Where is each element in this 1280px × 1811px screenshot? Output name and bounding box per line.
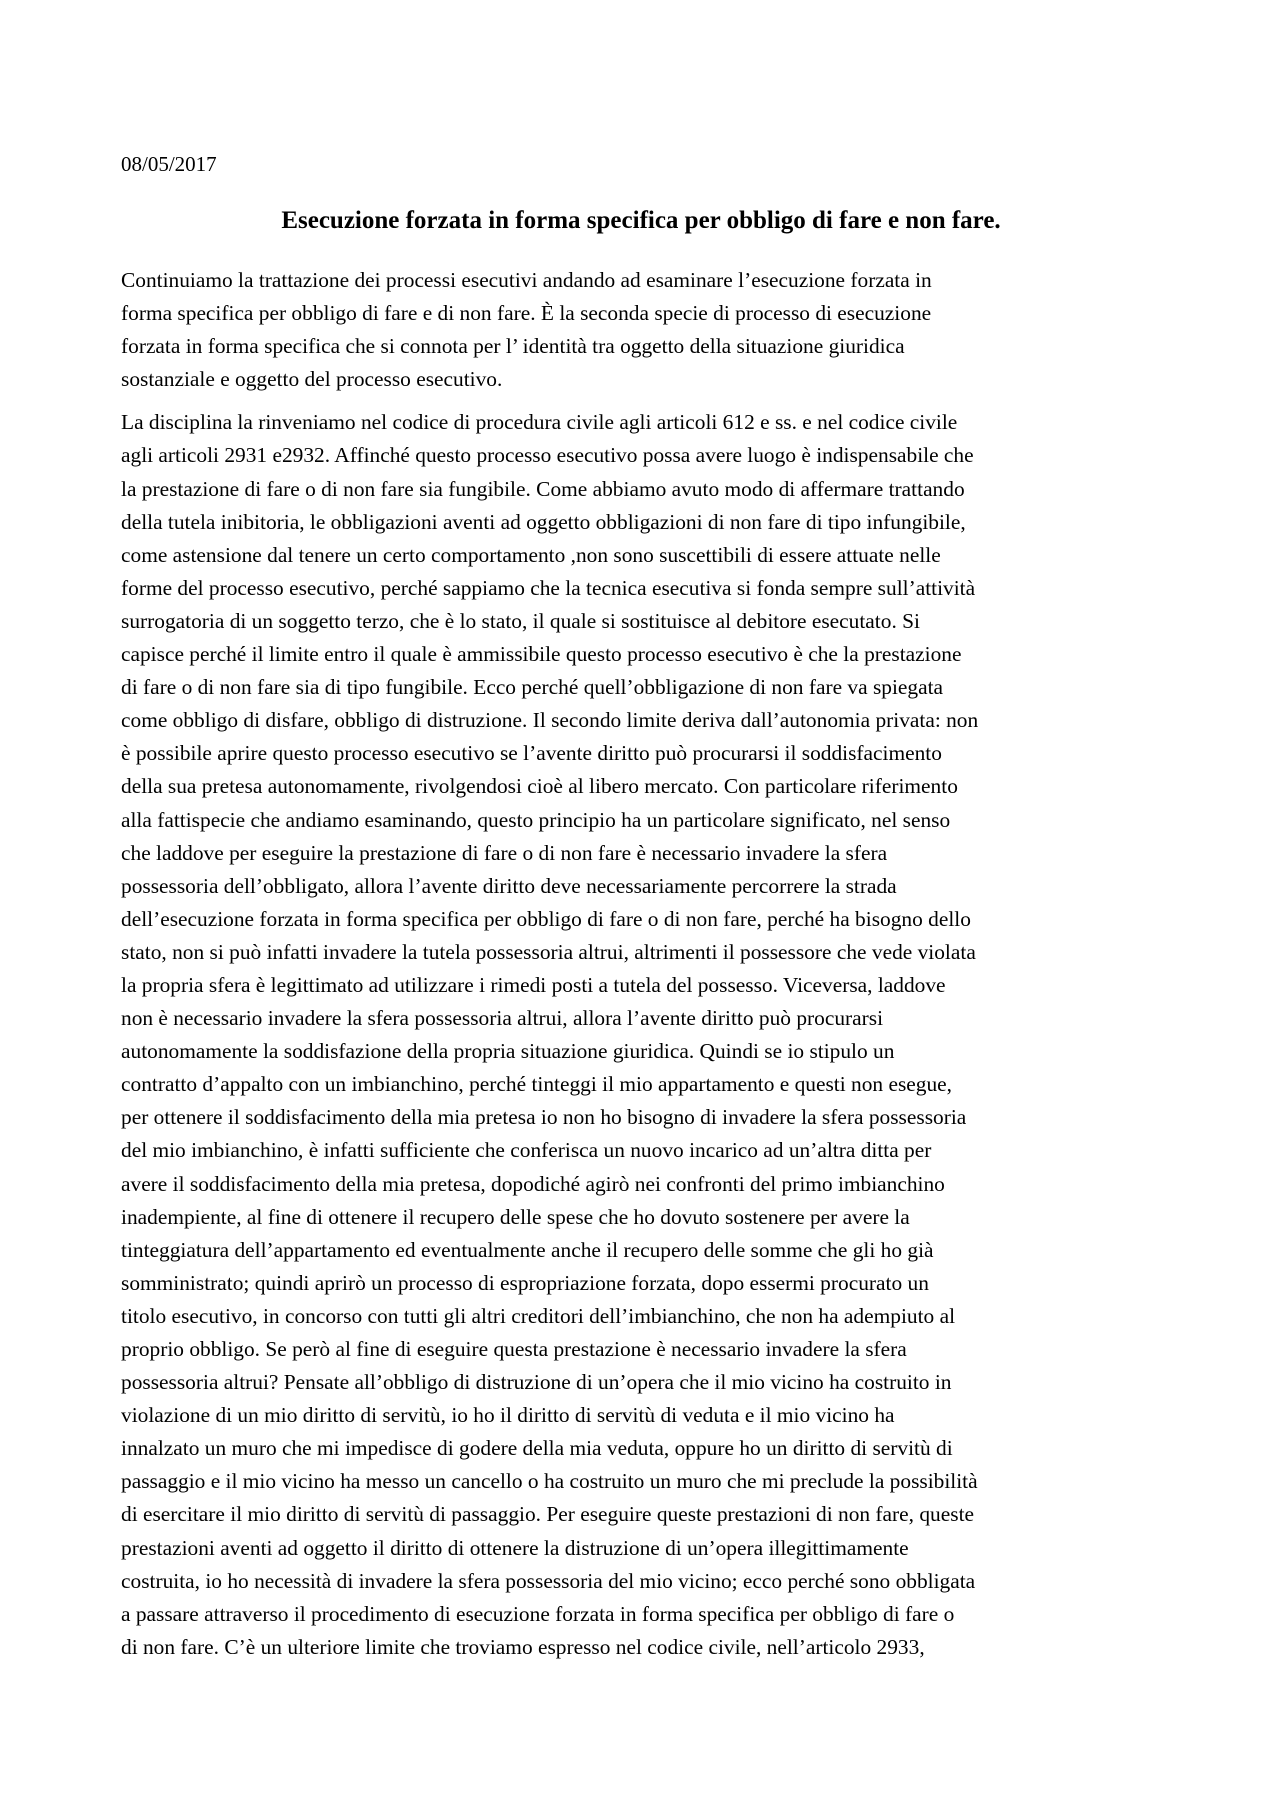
text-line: la propria sfera è legittimato ad utilizzare i rimedi posti a tutela del possesso. Viceversa, laddove (121, 972, 946, 997)
text-line: innalzato un muro che mi impedisce di godere della mia veduta, oppure ho un diritto di servitù di (121, 1436, 953, 1461)
text-line: a passare attraverso il procedimento di esecuzione forzata in forma specifica per obbligo di fare o (121, 1601, 955, 1626)
text-line: come obbligo di disfare, obbligo di distruzione. Il secondo limite deriva dall’autonomia privata: non (121, 708, 979, 733)
text-line: per ottenere il soddisfacimento della mia pretesa io non ho bisogno di invadere la sfera possessoria (121, 1105, 967, 1130)
text-line: stato, non si può infatti invadere la tutela possessoria altrui, altrimenti il possessore che vede violata (121, 939, 976, 964)
text-line: costruita, io ho necessità di invadere la sfera possessoria del mio vicino; ecco perché sono obbligata (121, 1568, 976, 1593)
text-line: la prestazione di fare o di non fare sia fungibile. Come abbiamo avuto modo di affermare trattando (121, 476, 965, 501)
text-line: possessoria altrui? Pensate all’obbligo di distruzione di un’opera che il mio vicino ha costruito in (121, 1370, 952, 1395)
text-line: di non fare. C’è un ulteriore limite che troviamo espresso nel codice civile, nell’articolo 2933, (121, 1634, 925, 1659)
text-line: Continuiamo la trattazione dei processi esecutivi andando ad esaminare l’esecuzione forzata in (121, 268, 932, 292)
text-line: non è necessario invadere la sfera possessoria altrui, allora l’avente diritto può procurarsi (121, 1006, 884, 1031)
text-line: della sua pretesa autonomamente, rivolgendosi cioè al libero mercato. Con particolare riferimento (121, 774, 958, 799)
text-line: forme del processo esecutivo, perché sappiamo che la tecnica esecutiva si fonda sempre sull’attività (121, 575, 976, 600)
text-line: avere il soddisfacimento della mia pretesa, dopodiché agirò nei confronti del primo imbianchino (121, 1171, 945, 1196)
text-line: tinteggiatura dell’appartamento ed eventualmente anche il recupero delle somme che gli ho già (121, 1237, 934, 1262)
text-line: contratto d’appalto con un imbianchino, perché tinteggi il mio appartamento e questi non esegue, (121, 1072, 953, 1097)
text-line: dell’esecuzione forzata in forma specifica per obbligo di fare o di non fare, perché ha bisogno dello (121, 906, 971, 931)
text-line: alla fattispecie che andiamo esaminando, questo principio ha un particolare significato, nel senso (121, 807, 951, 832)
text-line: forma specifica per obbligo di fare e di non fare. È la seconda specie di processo di esecuzione (121, 301, 932, 326)
document-body (121, 264, 1161, 1664)
text-line: capisce perché il limite entro il quale è ammissibile questo processo esecutivo è che la prestazione (121, 642, 962, 667)
text-line: che laddove per eseguire la prestazione di fare o di non fare è necessario invadere la sfera (121, 840, 888, 865)
text-line: possessoria dell’obbligato, allora l’avente diritto deve necessariamente percorrere la strada (121, 873, 897, 898)
document-title: Esecuzione forzata in forma specifica per obbligo di fare e non fare. (281, 207, 1001, 234)
text-line: proprio obbligo. Se però al fine di eseguire questa prestazione è necessario invadere la sfera (121, 1337, 907, 1361)
text-line: del mio imbianchino, è infatti sufficiente che conferisca un nuovo incarico ad un’altra ditta per (121, 1138, 932, 1163)
text-line: sostanziale e oggetto del processo esecutivo. (121, 367, 503, 392)
paragraph-intro (121, 264, 1161, 396)
text-line: inadempiente, al fine di ottenere il recupero delle spese che ho dovuto sostenere per avere la (121, 1204, 910, 1229)
text-line: surrogatoria di un soggetto terzo, che è lo stato, il quale si sostituisce al debitore esecutato. Si (121, 608, 920, 633)
text-line: di esercitare il mio diritto di servitù di passaggio. Per eseguire queste prestazioni di non fare, queste (121, 1502, 975, 1527)
text-line: di fare o di non fare sia di tipo fungibile. Ecco perché quell’obbligazione di non fare va spiegata (121, 675, 944, 700)
paragraph-discipline (121, 406, 1161, 1664)
text-line: della tutela inibitoria, le obbligazioni aventi ad oggetto obbligazioni di non fare di tipo infungibile, (121, 509, 966, 534)
text-line: prestazioni aventi ad oggetto il diritto di ottenere la distruzione di un’opera illegittimamente (121, 1535, 909, 1560)
text-line: autonomamente la soddisfazione della propria situazione giuridica. Quindi se io stipulo un (121, 1039, 895, 1064)
text-line: passaggio e il mio vicino ha messo un cancello o ha costruito un muro che mi preclude la possibilità (121, 1469, 978, 1494)
text-line: è possibile aprire questo processo esecutivo se l’avente diritto può procurarsi il soddisfacimento (121, 741, 942, 766)
text-line: titolo esecutivo, in concorso con tutti gli altri creditori dell’imbianchino, che non ha adempiuto al (121, 1303, 956, 1328)
text-line: forzata in forma specifica che si connota per l’ identità tra oggetto della situazione giuridica (121, 334, 905, 359)
text-line: violazione di un mio diritto di servitù, io ho il diritto di servitù di veduta e il mio vicino ha (121, 1403, 895, 1428)
document-date: 08/05/2017 (121, 152, 217, 176)
text-line: somministrato; quindi aprirò un processo di espropriazione forzata, dopo essermi procurato un (121, 1270, 929, 1295)
text-line: come astensione dal tenere un certo comportamento ,non sono suscettibili di essere attuate nelle (121, 542, 941, 567)
text-line: agli articoli 2931 e2932. Affinché questo processo esecutivo possa avere luogo è indispensabile che (121, 443, 974, 468)
text-line: La disciplina la rinveniamo nel codice di procedura civile agli articoli 612 e ss. e nel codice civile (121, 410, 958, 435)
